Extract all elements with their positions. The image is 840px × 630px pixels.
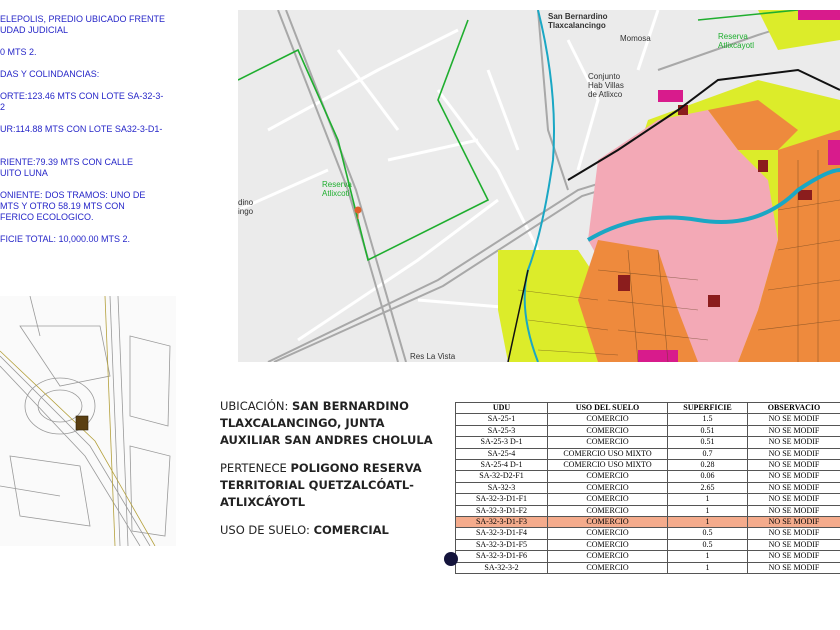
table-cell: 0.28 bbox=[668, 460, 748, 471]
table-cell: SA-25-4 bbox=[456, 448, 548, 459]
desc-line-2: 0 MTS 2. bbox=[0, 47, 37, 57]
ubicacion-line bbox=[220, 398, 435, 449]
table-row bbox=[456, 494, 840, 505]
table-cell: 0.7 bbox=[668, 448, 748, 459]
desc-line-5: UR:114.88 MTS CON LOTE SA32-3-D1- bbox=[0, 124, 163, 134]
bullet-dot bbox=[444, 552, 458, 566]
table-cell: NO SE MODIF bbox=[748, 539, 840, 550]
table-row bbox=[456, 448, 840, 459]
col-header-uso: USO DEL SUELO bbox=[548, 403, 668, 414]
table-cell: NO SE MODIF bbox=[748, 562, 840, 573]
table-cell: SA-32-3 bbox=[456, 482, 548, 493]
table-cell: 1 bbox=[668, 517, 748, 528]
table-cell: COMERCIO bbox=[548, 494, 668, 505]
table-cell: SA-25-3 bbox=[456, 425, 548, 436]
ubicacion-label: UBICACIÓN: bbox=[220, 399, 292, 413]
table-cell: NO SE MODIF bbox=[748, 551, 840, 562]
table-cell: COMERCIO bbox=[548, 551, 668, 562]
map-label-san-bernardino: San Bernardino Tlaxcalancingo bbox=[548, 12, 608, 30]
location-map bbox=[238, 10, 840, 362]
table-row bbox=[456, 414, 840, 425]
map-label-res-la-vista: Res La Vista bbox=[410, 352, 456, 361]
table-cell: 0.51 bbox=[668, 425, 748, 436]
map-label-reserva-atlixcoti: Reserva Atlixcoti bbox=[322, 180, 352, 198]
location-info bbox=[220, 398, 435, 550]
desc-line-6: RIENTE:79.39 MTS CON CALLE UITO LUNA bbox=[0, 157, 134, 178]
desc-line-4: ORTE:123.46 MTS CON LOTE SA-32-3- 2 bbox=[0, 91, 164, 112]
table-cell: COMERCIO bbox=[548, 517, 668, 528]
ubicacion-value: SAN BERNARDINO TLAXCALANCINGO, JUNTA AUXILIAR SAN ANDRES CHOLULA bbox=[220, 399, 433, 447]
table-cell: 1 bbox=[668, 551, 748, 562]
table-cell: 1 bbox=[668, 562, 748, 573]
table-cell: NO SE MODIF bbox=[748, 425, 840, 436]
table-cell: 2.65 bbox=[668, 482, 748, 493]
table-cell: SA-32-3-D1-F5 bbox=[456, 539, 548, 550]
col-header-observacion: OBSERVACIO bbox=[748, 403, 840, 414]
table-cell: 0.5 bbox=[668, 528, 748, 539]
table-cell: NO SE MODIF bbox=[748, 505, 840, 516]
table-cell: COMERCIO USO MIXTO bbox=[548, 460, 668, 471]
table-cell: COMERCIO bbox=[548, 505, 668, 516]
site-plan-graphic bbox=[0, 296, 176, 546]
pertenece-line bbox=[220, 460, 435, 511]
table-row bbox=[456, 482, 840, 493]
table-cell: SA-32-3-D1-F2 bbox=[456, 505, 548, 516]
table-cell: 1.5 bbox=[668, 414, 748, 425]
table-row bbox=[456, 528, 840, 539]
col-header-superficie: SUPERFICIE bbox=[668, 403, 748, 414]
table-cell: COMERCIO USO MIXTO bbox=[548, 448, 668, 459]
table-cell: NO SE MODIF bbox=[748, 460, 840, 471]
table-row bbox=[456, 471, 840, 482]
table-row bbox=[456, 460, 840, 471]
table-cell: 1 bbox=[668, 505, 748, 516]
table-cell: COMERCIO bbox=[548, 425, 668, 436]
table-cell: SA-25-1 bbox=[456, 414, 548, 425]
table-row bbox=[456, 562, 840, 573]
table-cell: 0.06 bbox=[668, 471, 748, 482]
table-cell: COMERCIO bbox=[548, 539, 668, 550]
table-row bbox=[456, 539, 840, 550]
uso-value: COMERCIAL bbox=[313, 523, 389, 537]
pertenece-label: PERTENECE bbox=[220, 461, 291, 475]
table-row bbox=[456, 517, 840, 528]
table-cell: NO SE MODIF bbox=[748, 482, 840, 493]
table-cell: SA-25-3 D-1 bbox=[456, 437, 548, 448]
table-cell: 0.51 bbox=[668, 437, 748, 448]
table-body bbox=[456, 414, 840, 574]
table-cell: NO SE MODIF bbox=[748, 448, 840, 459]
map-label-dino: dino ingo bbox=[238, 198, 254, 216]
table-row bbox=[456, 425, 840, 436]
desc-line-1: ELEPOLIS, PREDIO UBICADO FRENTE UDAD JUDICIAL bbox=[0, 14, 166, 35]
table-cell: SA-32-3-D1-F3 bbox=[456, 517, 548, 528]
table-cell: SA-32-3-D1-F4 bbox=[456, 528, 548, 539]
table-cell: SA-32-D2-F1 bbox=[456, 471, 548, 482]
table-cell: NO SE MODIF bbox=[748, 471, 840, 482]
site-plan bbox=[0, 296, 176, 546]
uso-label: USO DE SUELO: bbox=[220, 523, 314, 537]
table-cell: COMERCIO bbox=[548, 528, 668, 539]
desc-line-7: ONIENTE: DOS TRAMOS: UNO DE MTS Y OTRO 58.19 MTS CON FERICO ECOLOGICO. bbox=[0, 190, 146, 222]
table-cell: SA-25-4 D-1 bbox=[456, 460, 548, 471]
table-cell: SA-32-3-D1-F6 bbox=[456, 551, 548, 562]
table-cell: 1 bbox=[668, 494, 748, 505]
table-cell: COMERCIO bbox=[548, 471, 668, 482]
map-label-momosa: Momosa bbox=[620, 34, 651, 43]
table-cell: COMERCIO bbox=[548, 482, 668, 493]
table-cell: NO SE MODIF bbox=[748, 517, 840, 528]
table-cell: NO SE MODIF bbox=[748, 528, 840, 539]
table-cell: NO SE MODIF bbox=[748, 437, 840, 448]
uso-line bbox=[220, 522, 435, 539]
table-cell: 0.5 bbox=[668, 539, 748, 550]
table-cell: COMERCIO bbox=[548, 562, 668, 573]
pertenece-value: POLIGONO RESERVA TERRITORIAL QUETZALCÓATL-ATLIXCÁYOTL bbox=[220, 461, 422, 509]
table-cell: COMERCIO bbox=[548, 437, 668, 448]
table-row bbox=[456, 505, 840, 516]
table-cell: SA-32-3-2 bbox=[456, 562, 548, 573]
table-row bbox=[456, 437, 840, 448]
property-description bbox=[0, 14, 190, 256]
map-label-reserva-atlixcayotl: Reserva Atlixcayotl bbox=[718, 32, 755, 50]
zoning-table bbox=[455, 402, 840, 574]
table-row bbox=[456, 551, 840, 562]
desc-line-8: FICIE TOTAL: 10,000.00 MTS 2. bbox=[0, 234, 131, 244]
table-header-row bbox=[456, 403, 840, 414]
table-cell: COMERCIO bbox=[548, 414, 668, 425]
table-cell: NO SE MODIF bbox=[748, 494, 840, 505]
map-label-conjunto: Conjunto Hab Villas de Atlixco bbox=[588, 72, 624, 99]
table-cell: SA-32-3-D1-F1 bbox=[456, 494, 548, 505]
table-cell: NO SE MODIF bbox=[748, 414, 840, 425]
desc-line-3: DAS Y COLINDANCIAS: bbox=[0, 69, 100, 79]
col-header-udu: UDU bbox=[456, 403, 548, 414]
